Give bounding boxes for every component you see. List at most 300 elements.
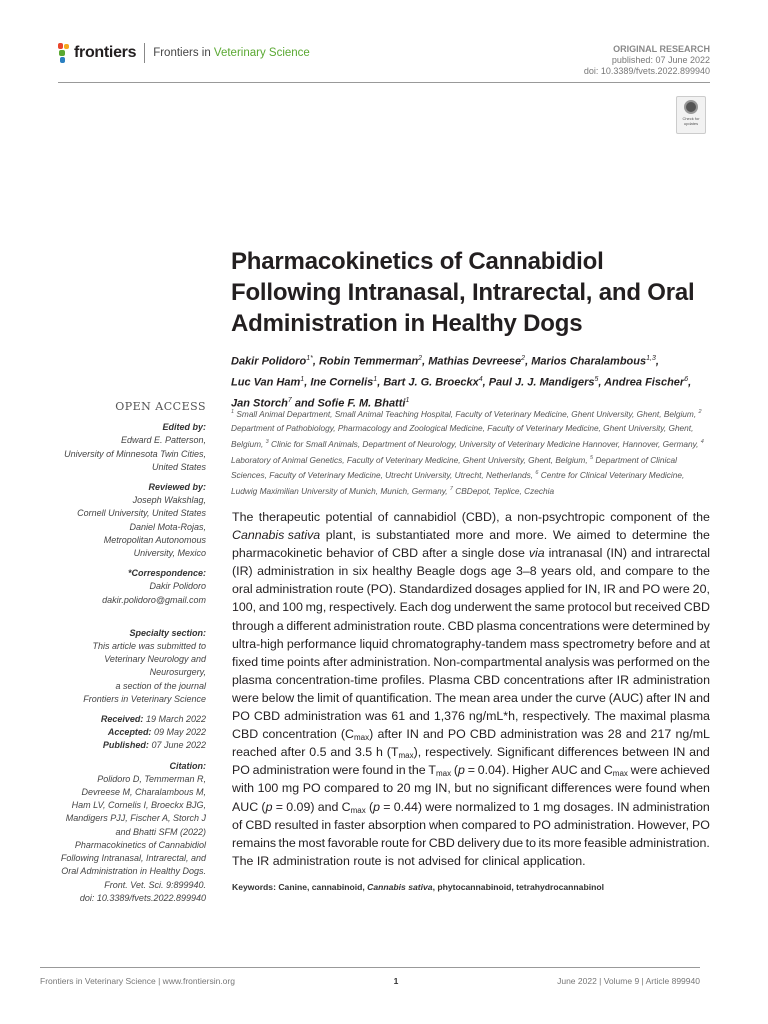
text-run: resulted	[274, 817, 319, 832]
text-run: 0.44)	[393, 799, 423, 814]
author-name: Robin Temmerman	[318, 355, 419, 368]
text-run: more	[455, 528, 484, 543]
abstract-word	[286, 617, 331, 635]
abstract-word	[603, 617, 630, 635]
edited-by-section	[36, 421, 206, 474]
abstract-word	[232, 580, 253, 598]
text-run: more.	[515, 528, 548, 543]
abstract-word	[498, 544, 525, 562]
text-run: between	[622, 745, 670, 760]
abstract-word	[674, 689, 686, 707]
abstract-word	[391, 707, 405, 725]
text-run: 0.04).	[477, 763, 510, 778]
abstract-word	[259, 598, 280, 616]
text-run: of	[676, 510, 688, 524]
text-run: respectively.	[522, 709, 591, 724]
abstract-word	[515, 598, 532, 616]
frontiers-logo[interactable]	[58, 43, 310, 63]
text-run: and	[409, 709, 430, 724]
abstract-word	[693, 580, 710, 598]
abstract-line	[232, 689, 710, 707]
abstract-word	[689, 689, 710, 707]
text-run: and	[630, 546, 652, 561]
text-run: same	[534, 600, 565, 615]
text-run: =	[383, 799, 391, 814]
abstract-word	[555, 689, 572, 707]
text-run: therapeutic	[258, 510, 321, 524]
abstract-word	[551, 761, 577, 779]
text-run: and	[689, 745, 710, 760]
text-run: (CBD),	[461, 510, 500, 524]
abstract-word	[276, 798, 283, 816]
abstract-word	[431, 598, 452, 616]
text-run: and	[618, 582, 640, 597]
reviewed-by-text	[36, 494, 206, 560]
abstract-word	[372, 562, 412, 580]
abstract-word	[279, 834, 296, 852]
abstract-word	[454, 779, 471, 797]
footer-issue: June 2022 | Volume 9 | Article 899940	[557, 976, 700, 986]
abstract-word	[400, 598, 428, 616]
abstract-word	[378, 508, 388, 526]
abstract-word	[362, 761, 393, 779]
text-run: were	[602, 618, 630, 633]
edited-by-label: Edited by:	[162, 422, 206, 433]
abstract-word	[342, 689, 352, 707]
text-run: (T	[386, 745, 399, 760]
abstract-word	[377, 725, 402, 743]
specialty-section	[36, 627, 206, 706]
text-run: IN	[673, 690, 687, 705]
text-run: IN,	[434, 781, 451, 796]
affiliation-number: 6	[535, 470, 539, 477]
affiliation-number: 7	[449, 486, 453, 493]
abstract-word	[417, 562, 456, 580]
text-run: administration	[272, 853, 350, 868]
author-name: Sofie F. M. Bhatti	[317, 397, 406, 410]
abstract-word	[322, 816, 332, 834]
text-run: normalized	[455, 799, 516, 814]
text-run: 100	[282, 600, 303, 615]
text-run: area	[493, 690, 518, 705]
abstract-word	[429, 834, 455, 852]
abstract-line	[232, 562, 710, 580]
abstract-word	[232, 725, 258, 743]
sidebar-line: United States	[151, 461, 206, 472]
text-run: a	[276, 618, 284, 633]
text-run: C	[603, 763, 613, 778]
abstract-word	[462, 544, 494, 562]
abstract-word	[660, 761, 710, 779]
text-run: CBD	[428, 835, 455, 850]
text-run: IR	[256, 853, 270, 868]
text-run: the	[555, 690, 573, 705]
text-run: healthy	[372, 564, 413, 579]
abstract-word	[232, 689, 259, 707]
text-run: plasma	[476, 618, 517, 633]
text-run: reached	[232, 745, 277, 760]
abstract-word	[594, 707, 615, 725]
abstract-word	[394, 508, 457, 526]
text-run: protocol	[567, 600, 612, 615]
author-name: Mathias Devreese	[428, 355, 522, 368]
abstract-word	[309, 743, 326, 761]
affiliation-number: 5	[589, 454, 593, 461]
specialty-label: Specialty section:	[129, 627, 206, 638]
text-run: The	[434, 690, 457, 705]
date-value: 09 May 2022	[153, 727, 206, 738]
affiliations: $^1$ Small Animal Department, Small Animal Teaching Hospital, Faculty of Veterinary Medicine, Ghent University, Ghent, Belgium, $^2$ Department of Pathobiology, Pharmacology and Zoological Medicine, Faculty of Veterinary Medicine, Ghent University, Ghent, Belgium, $^3$ Clinic for Small Animals, Department of Neurology, University of Veterinary Medicine Hannover, Hannover, Germany, $^4$ Laboratory of Animal Genetics, Faculty of Veterinary Medicine, Ghent University, Ghent, Belgium, $^5$ Department of Clinical Sciences, Faculty of Veterinary Medicine, Utrecht University, Utrecht, Netherlands, $^6$ Centre for Clinical Veterinary Medicine, Ludwig Maximilian University of Munich, Munich, Germany, $^7$ CBDepot, Teplice, Czechia	[231, 408, 704, 496]
abstract-word	[604, 761, 628, 779]
abstract-word	[273, 852, 350, 870]
text-run: to	[519, 799, 530, 814]
abstract-word	[619, 580, 640, 598]
abstract-word	[232, 562, 253, 580]
text-run: six	[352, 564, 368, 579]
abstract-word	[617, 653, 673, 671]
abstract-word	[626, 725, 647, 743]
text-run: quantification.	[355, 690, 432, 705]
text-run: were	[332, 763, 360, 778]
abstract-line	[232, 707, 710, 725]
text-run: (C	[340, 727, 354, 742]
abstract-word	[609, 689, 643, 707]
abstract-word	[469, 707, 519, 725]
text-run: IN,	[584, 582, 601, 597]
abstract-word	[454, 598, 512, 616]
text-run: Beagle	[416, 564, 456, 579]
article-type: ORIGINAL RESEARCH	[613, 44, 710, 54]
affiliation-number: 1	[231, 409, 235, 415]
abstract-word	[412, 834, 426, 852]
abstract-line	[232, 617, 710, 635]
footer-journal[interactable]: Frontiers in Veterinary Science | www.frontiersin.org	[40, 976, 235, 986]
open-access-label: OPEN ACCESS	[115, 400, 206, 413]
author-name: Dakir Polidoro	[231, 355, 307, 368]
sidebar-line: dakir.polidoro@gmail.com	[102, 594, 206, 605]
abstract-word	[425, 743, 493, 761]
abstract-word	[622, 743, 669, 761]
text-run: determine	[632, 528, 688, 543]
check-for-updates-button[interactable]	[676, 96, 706, 134]
text-run: CBD	[253, 709, 281, 724]
abstract-word	[491, 562, 512, 580]
sidebar-line: University, Mexico	[133, 548, 206, 559]
abstract-word	[418, 852, 461, 870]
published-date: published: 07 June 2022	[611, 55, 710, 65]
sidebar-line: Oral Administration in Healthy Dogs.	[61, 866, 206, 877]
abstract-word	[339, 562, 349, 580]
abstract-word	[631, 544, 652, 562]
abstract-word	[521, 689, 553, 707]
date-label: Received:	[100, 714, 144, 725]
abstract-word	[482, 852, 519, 870]
abstract-word	[448, 725, 466, 743]
abstract-word	[451, 544, 458, 562]
abstract-word	[232, 816, 242, 834]
sidebar-line: doi: 10.3389/fvets.2022.899940	[79, 892, 206, 903]
abstract-word	[457, 834, 500, 852]
text-run: =	[275, 799, 283, 814]
abstract-word	[700, 635, 710, 653]
text-run: found	[645, 781, 677, 796]
abstract-word	[254, 707, 280, 725]
abstract-word	[576, 562, 596, 580]
abstract-word	[530, 635, 560, 653]
abstract-word	[489, 526, 510, 544]
abstract-word	[462, 508, 500, 526]
sidebar-info	[36, 400, 206, 912]
sidebar-line: Edward E. Patterson,	[120, 435, 206, 446]
affiliation-text: CBDepot, Teplice, Czechia	[455, 485, 555, 496]
text-run: clinical	[482, 853, 520, 868]
text-run: compared	[461, 817, 517, 832]
abstract-line	[232, 743, 710, 761]
text-run: CBD	[473, 672, 500, 687]
text-run: 20,	[692, 582, 710, 597]
abstract-word	[663, 580, 690, 598]
text-run: points	[286, 654, 321, 669]
abstract-word	[232, 617, 274, 635]
author-affiliation-mark: 4	[478, 376, 483, 384]
text-run: limit	[317, 690, 340, 705]
abstract-line	[232, 725, 710, 743]
abstract-word	[422, 544, 447, 562]
author-affiliation-mark: 1,3	[646, 355, 656, 362]
abstract-word	[629, 834, 710, 852]
text-run: curve	[575, 690, 606, 705]
text-run: significant	[492, 781, 548, 796]
date-value: 07 June 2022	[151, 740, 206, 751]
text-run: to	[525, 835, 536, 850]
text-run: before	[637, 636, 673, 651]
italic-text: p	[265, 799, 273, 814]
abstract-word	[287, 635, 357, 653]
abstract-word	[414, 779, 431, 797]
text-run: administration	[333, 618, 411, 633]
sidebar-line: a section of the journal	[115, 680, 206, 691]
abstract-word	[362, 526, 371, 544]
abstract-line	[232, 761, 710, 779]
text-run: plasma	[232, 672, 272, 687]
text-run: on	[676, 654, 691, 669]
abstract-word	[387, 743, 421, 761]
text-run: spectrometry	[562, 636, 635, 651]
sidebar-line: Cornell University, United States	[77, 508, 206, 519]
affiliation-number: 3	[265, 438, 269, 445]
abstract-word	[253, 761, 330, 779]
abstract-word	[651, 725, 672, 743]
abstract-word	[342, 798, 366, 816]
abstract-word	[503, 834, 524, 852]
text-run: mg	[281, 781, 300, 796]
abstract-word	[493, 689, 518, 707]
correspondence-label: *Correspondence:	[127, 568, 206, 579]
italic-text: Cannabis sativa	[367, 882, 433, 892]
affiliation-text: Laboratory of Animal Genetics, Faculty of Veterinary Medicine, Ghent University, Ghent, Belgium	[231, 454, 586, 465]
text-run: 100	[257, 781, 279, 796]
abstract-word	[232, 508, 253, 526]
text-run: when	[680, 781, 710, 796]
text-run: )	[369, 727, 374, 742]
text-run: PO	[532, 817, 551, 832]
text-run: to	[519, 817, 530, 832]
abstract-word	[353, 852, 381, 870]
author-affiliation-mark: 5	[594, 376, 599, 384]
text-run: were	[630, 763, 658, 778]
text-run: found	[362, 763, 394, 778]
abstract-word	[383, 798, 390, 816]
abstract-word	[459, 689, 490, 707]
check-updates-icon	[684, 100, 698, 114]
abstract-word	[396, 761, 406, 779]
text-run: age	[490, 564, 512, 579]
abstract-word	[433, 653, 542, 671]
affiliation-text: Department of Clinical Sciences, Faculty of Veterinary Medicine, Utrecht University, Utrecht, Netherlands	[231, 454, 677, 481]
text-run: were	[662, 582, 690, 597]
abstract-word	[454, 761, 465, 779]
text-run: CBD	[391, 546, 419, 561]
text-run: below	[261, 690, 295, 705]
text-run: underwent	[453, 600, 512, 615]
text-run: pharmacokinetic	[232, 546, 323, 561]
text-run: We	[552, 528, 572, 543]
text-run: is	[361, 528, 371, 543]
abstract-word	[261, 798, 272, 816]
abstract-word	[625, 562, 673, 580]
abstract-word	[286, 798, 314, 816]
citation-text	[36, 773, 206, 905]
text-run: performed	[617, 654, 674, 669]
abstract-word	[381, 671, 424, 689]
abstract	[232, 508, 710, 870]
text-run: more	[553, 835, 582, 850]
author-name: Marios Charalambous	[531, 355, 647, 368]
text-run: and	[675, 636, 697, 651]
abstract-word	[568, 598, 612, 616]
abstract-word	[326, 508, 373, 526]
abstract-word	[610, 508, 671, 526]
abstract-word	[423, 725, 444, 743]
subscript: max	[398, 751, 414, 761]
text-run: administration	[252, 763, 330, 778]
sidebar-line: Pharmacokinetics of Cannabidiol	[74, 839, 206, 850]
text-run: ultra-high	[232, 636, 284, 651]
brand-name: frontiers	[74, 44, 137, 61]
sidebar-line: Mandigers PJJ, Fischer A, Storch J	[65, 813, 206, 824]
text-run: remains	[232, 835, 277, 850]
text-run: The	[232, 853, 254, 868]
header-separator	[144, 43, 145, 63]
text-run: CBD	[232, 727, 259, 742]
abstract-word	[676, 635, 697, 653]
abstract-word	[689, 743, 710, 761]
text-run: and	[489, 528, 510, 543]
text-run: when	[428, 817, 459, 832]
text-run: (IR)	[232, 564, 253, 579]
abstract-word	[692, 816, 710, 834]
text-run: with	[232, 781, 255, 796]
text-run: concentration	[262, 727, 337, 742]
text-run: administration.	[350, 654, 431, 669]
text-run: 0.5	[309, 745, 327, 760]
abstract-word	[563, 798, 613, 816]
text-run: the	[408, 763, 426, 778]
abstract-word	[284, 707, 361, 725]
text-run: application.	[522, 853, 586, 868]
doi[interactable]: doi: 10.3389/fvets.2022.899940	[583, 66, 710, 76]
abstract-word	[585, 580, 601, 598]
text-run: route	[335, 582, 364, 597]
text-run: and	[625, 727, 647, 742]
text-run: received	[634, 600, 682, 615]
text-run: 3.5	[354, 745, 373, 760]
abstract-word	[464, 852, 478, 870]
text-run: a	[504, 510, 512, 524]
text-run: CBD	[447, 618, 474, 633]
author-affiliation-mark: 1	[405, 397, 410, 405]
author-affiliation-mark: 1*	[306, 355, 313, 362]
text-run: concentrations	[519, 618, 600, 633]
abstract-word	[592, 653, 614, 671]
text-run: different	[286, 618, 331, 633]
subscript: max	[435, 769, 452, 779]
text-run: administration	[632, 672, 710, 687]
text-run: (	[453, 763, 459, 778]
abstract-word	[232, 798, 258, 816]
text-run: were	[425, 799, 453, 814]
abstract-word	[277, 617, 284, 635]
text-run: the	[692, 654, 710, 669]
abstract-word	[554, 816, 635, 834]
abstract-word	[324, 779, 379, 797]
abstract-word	[317, 689, 339, 707]
abstract-word	[385, 852, 394, 870]
correspondence-text[interactable]	[36, 580, 206, 606]
page-footer	[40, 976, 700, 986]
abstract-word	[381, 834, 409, 852]
text-run: (	[261, 799, 266, 814]
abstract-word	[399, 580, 472, 598]
abstract-word	[274, 816, 318, 834]
abstract-word	[256, 580, 333, 598]
abstract-word	[577, 526, 611, 544]
abstract-word	[429, 816, 459, 834]
abstract-word	[303, 779, 321, 797]
text-run: 20	[396, 781, 411, 796]
article-meta	[584, 44, 710, 77]
abstract-word	[232, 671, 272, 689]
abstract-word	[368, 816, 426, 834]
text-run: IR	[616, 672, 630, 687]
text-run: the	[692, 528, 710, 543]
abstract-word	[478, 761, 510, 779]
text-run: and	[330, 745, 352, 760]
abstract-word	[376, 526, 450, 544]
subscript: max	[612, 769, 628, 779]
text-run: However,	[637, 817, 690, 832]
abstract-word	[397, 779, 411, 797]
text-run: Significant	[496, 745, 555, 760]
abstract-word	[614, 598, 631, 616]
abstract-word	[584, 834, 627, 852]
text-run: ng/mL	[675, 727, 710, 742]
abstract-word	[522, 707, 590, 725]
text-run: CBD	[683, 600, 710, 615]
date-label: Published:	[102, 740, 149, 751]
text-run: IR	[603, 582, 616, 597]
text-run: component	[610, 510, 672, 524]
